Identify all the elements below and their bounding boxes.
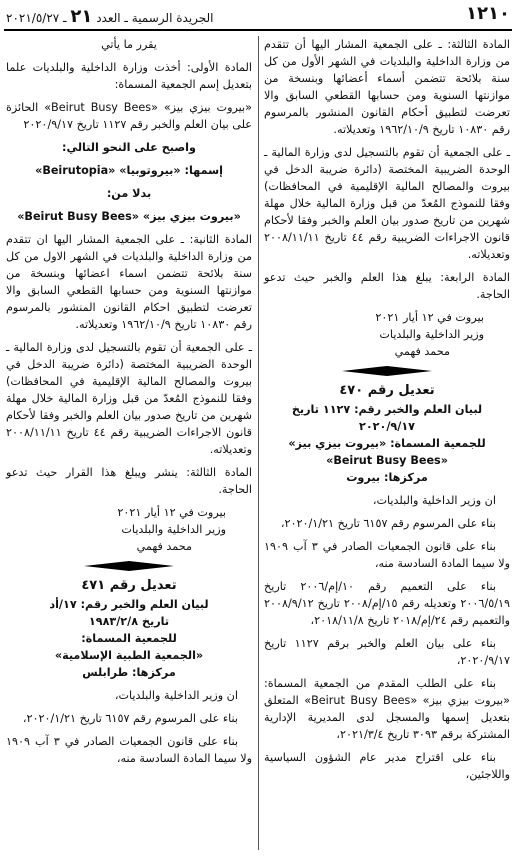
signature-title: وزير الداخلية والبلديات bbox=[379, 328, 484, 341]
gazette-title bbox=[6, 6, 214, 27]
issue-date: ـ ٢٠٢١/٥/٢٧ bbox=[6, 11, 67, 25]
became-label: واصبح على النحو التالي: bbox=[62, 141, 196, 154]
tax-registration-clause: ـ على الجمعية أن تقوم بالتسجيل لدى وزارة المالية ـ الوحدة الضريبية المختصة (دائرة ضريبة الدخل في بيروت والمصالح المالية الإقليمية في المحافظات) وفقا للنموذج المُعدّ من قبل وزارة المالية خلال مهلة شهرين من تاريخ صدور بيان العلم والخبر وفقا لأحكام قانون الاجراءات الضريبية رقم ٤٤ تاريخ ٢٠٠٨/١١/١١ وتعديلاته. bbox=[264, 146, 510, 261]
article-one: المادة الأولى: أخذت وزارة الداخلية والبلديات علما بتعديل إسم الجمعية المسماة: bbox=[6, 61, 252, 91]
associations-law-reference: بناء على قانون الجمعيات الصادر في ٣ آب ١٩٠٩ ولا سيما المادة السادسة منه، bbox=[264, 540, 510, 570]
article-three: المادة الثالثة: ينشر ويبلغ هذا القرار حيث تدعو الحاجة. bbox=[6, 466, 252, 496]
amendment-reference: لبيان العلم والخبر رقم: ١١٢٧ تاريخ ٢٠٢٠/٩/١٧ bbox=[291, 403, 483, 433]
association-name: «الجمعية الطبية الإسلامية» bbox=[54, 649, 204, 662]
association-name: للجمعية المسماة: «بيروت بيزي بيز» bbox=[288, 437, 486, 450]
amendment-title: تعديل رقم ٤٧٠ bbox=[339, 383, 435, 398]
amendment-reference: لبيان العلم والخبر رقم: ١٧/أد bbox=[49, 598, 209, 611]
old-name-statement: «بيروت بيزي بيز» «Beirut Busy Bees» الحائزة على بيان العلم والخبر رقم ١١٢٧ تاريخ ٢٠٢٠/٩/١٧ bbox=[6, 101, 252, 131]
gazette-name: الجريدة الرسمية ـ العدد bbox=[96, 11, 214, 25]
decree-reference: بناء على المرسوم رقم ٦١٥٧ تاريخ ٢٠٢٠/١/٢١، bbox=[22, 712, 238, 725]
association-label: للجمعية المسماة: bbox=[81, 632, 177, 645]
tax-registration-clause: ـ على الجمعية أن تقوم بالتسجيل لدى وزارة المالية ـ الوحدة الضريبية المختصة (دائرة ضريبة الدخل في بيروت والمصالح المالية الإقليمية في المحافظات) وفقا للنموذج المُعدّ من قبل وزارة المالية خلال مهلة شهرين من تاريخ صدور بيان العلم والخبر وفقا لأحكام قانون الاجراءات الضريبية رقم ٤٤ تاريخ ٢٠٠٨/١١/١١ وتعديلاته. bbox=[6, 341, 252, 456]
new-name: إسمها: «بيروتوبيا» «Beirutopia» bbox=[35, 164, 223, 177]
article-four: المادة الرابعة: يبلغ هذا العلم والخبر حيث تدعو الحاجة. bbox=[264, 271, 510, 301]
section-divider-ornament bbox=[6, 561, 252, 571]
page-header bbox=[4, 2, 512, 31]
association-hq: مركزها: طرابلس bbox=[82, 666, 176, 679]
association-hq: مركزها: بيروت bbox=[346, 471, 428, 484]
column-divider bbox=[258, 36, 259, 850]
association-name-latin: «Beirut Busy Bees» bbox=[326, 454, 448, 467]
section-divider-ornament bbox=[264, 366, 510, 376]
signature-title: وزير الداخلية والبلديات bbox=[121, 523, 226, 536]
request-reference: بناء على الطلب المقدم من الجمعية المسماة: «بيروت بيزي بيز» «Beirut Busy Bees» المتعلق بتعديل إسمها والمسجل لدى المديرية الإدارية المشتركة برقم ٣٠٩٣ تاريخ ٢٠٢١/٣/٤، bbox=[264, 677, 510, 741]
signature-date: بيروت في ١٢ أيار ٢٠٢١ bbox=[375, 311, 484, 324]
issue-number: ٢١ bbox=[70, 6, 93, 27]
previous-name: «بيروت بيزي بيز» «Beirut Busy Bees» bbox=[17, 210, 241, 223]
amendment-date: تاريخ ١٩٨٣/٢/٨ bbox=[88, 615, 170, 628]
minister-intro: ان وزير الداخلية والبلديات، bbox=[114, 689, 238, 702]
article-three: المادة الثالثة: ـ على الجمعية المشار اليها أن تتقدم من وزارة الداخلية والبلديات في الشهر الأول من كل سنة بلائحة تتضمن أسماء أعضائها وبنسخة من موازنتها السنوية ومن حسابها القطعي السابق والا تعرضت لتطبيق أحكام القانون المنشور بالمرسوم رقم ١٠٨٣٠ تاريخ ١٩٦٢/١٠/٩ وتعديلاته. bbox=[264, 38, 510, 136]
minister-intro: ان وزير الداخلية والبلديات، bbox=[372, 494, 496, 507]
right-column bbox=[264, 36, 510, 789]
article-two: المادة الثانية: ـ على الجمعية المشار اليها ان تتقدم من وزارة الداخلية والبلديات في الشهر الاول من كل سنة بلائحة تتضمن اسماء اعضائها وبنسخة من موازنتها السنوية ومن حسابها القطعي السابق والا تعرضت لتطبيق احكام القانون المنشور بالمرسوم رقم ١٠٨٣٠ تاريخ ١٩٦٢/١٠/٩ وتعديلاته. bbox=[6, 233, 252, 331]
signature-name: محمد فهمي bbox=[136, 540, 192, 553]
signature-name: محمد فهمي bbox=[394, 345, 450, 358]
instead-of-label: بدلا من: bbox=[106, 187, 152, 200]
decree-reference: بناء على المرسوم رقم ٦١٥٧ تاريخ ٢٠٢٠/١/٢١، bbox=[280, 517, 496, 530]
associations-law-reference: بناء على قانون الجمعيات الصادر في ٣ آب ١٩٠٩ ولا سيما المادة السادسة منه، bbox=[6, 735, 252, 765]
page-number: ١٢١٠ bbox=[466, 3, 510, 24]
left-column bbox=[6, 36, 252, 773]
amendment-title: تعديل رقم ٤٧١ bbox=[81, 578, 177, 593]
proposal-reference: بناء على اقتراح مدير عام الشؤون السياسية واللاجئين، bbox=[264, 751, 510, 781]
signature-date: بيروت في ١٢ أيار ٢٠٢١ bbox=[117, 506, 226, 519]
circular-reference: بناء على التعميم رقم ١٠/إم/٢٠٠٦ تاريخ ٢٠٠٦/٥/١٩ وتعديله رقم ١٥/إم/٢٠٠٨ تاريخ ٢٠٠٨/٩/١٢ والتعميم رقم ٢٤/إم/٢٠١٨ تاريخ ٢٠١٨/١١/٨، bbox=[264, 580, 511, 627]
notice-reference: بناء على بيان العلم والخبر برقم ١١٢٧ تاريخ ٢٠٢٠/٩/١٧، bbox=[264, 637, 510, 667]
decision-heading: يقرر ما يأتي bbox=[101, 38, 157, 51]
